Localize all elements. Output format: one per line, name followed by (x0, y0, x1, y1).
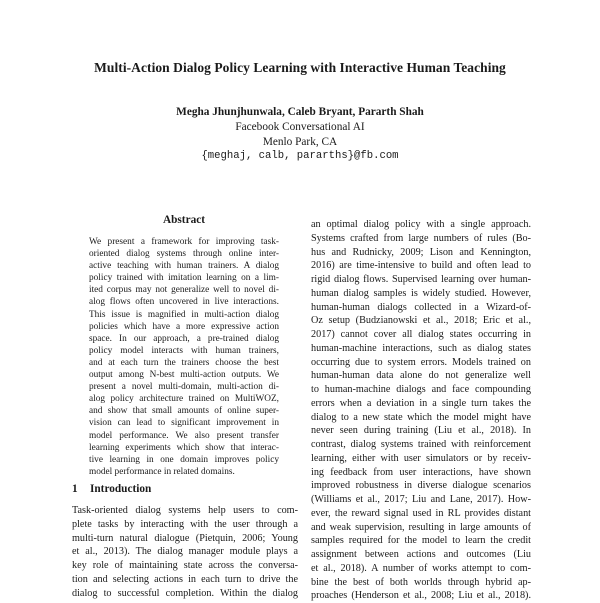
text-line: oriented dialog systems through online inter- (89, 249, 279, 260)
text-line: 2016) are time-intensive to build and often lead to (311, 260, 531, 272)
text-line: assignment between actions and outcomes (Liu (311, 549, 531, 560)
text-line: et al., 2018). A number of works attempt to com- (311, 562, 531, 574)
text-line: contrast, dialog systems trained with reinforcement (311, 439, 531, 450)
text-line: rigid dialog flows. Supervised learning over human- (311, 274, 531, 285)
text-line: policy trained with imitation learning on a lim- (89, 273, 279, 284)
text-line: policies which have a more expressive action (89, 321, 279, 332)
text-line: learning experiments which show that interac- (89, 442, 279, 453)
text-line: occurring due to system errors. Models trained on (311, 356, 531, 368)
text-line: human dialog samples is widely studied. However, (311, 287, 531, 299)
text-line: We present a framework for improving task- (89, 237, 279, 247)
text-line: tion and selecting actions in each turn to drive the (72, 573, 298, 585)
text-line: bine the best of both worlds through hybrid ap- (311, 576, 531, 588)
text-line: space. In our approach, a pre-trained dialog (89, 333, 279, 344)
location: Menlo Park, CA (262, 136, 338, 148)
text-line: active teaching with human trainers. A dialog (89, 261, 279, 272)
section-number: 1 (72, 483, 78, 495)
text-line: samples required for the model to learn the credit (311, 535, 531, 547)
text-line: alog policy architecture trained on MultiWOZ, (89, 394, 279, 405)
text-line: errors when a deviation in a single turn takes the (311, 397, 531, 409)
text-line: model performance in related domains. (89, 466, 235, 477)
section-heading-introduction (72, 483, 151, 495)
text-line: ing feedback from user interactions, have shown (311, 466, 531, 478)
text-line: policy model interacts with human trainers, (89, 345, 279, 356)
text-line: and show that small amounts of online super- (89, 406, 279, 417)
text-line: dialog to successful completion. Within the dialog (72, 587, 298, 599)
text-line: improved robustness in diverse dialogue scenarios (311, 480, 531, 492)
abstract-heading: Abstract (162, 214, 206, 226)
text-line: plete tasks by interacting with the user through a (72, 518, 298, 530)
text-line: hus and Rudnicky, 2009; Lison and Kennington, (311, 246, 531, 258)
text-line: key role of maintaining state across the conversa- (72, 560, 298, 572)
text-line: model performance. We also present transfer (89, 430, 279, 441)
text-line: vision can lead to significant improvement in (89, 418, 279, 429)
text-line: learning, either with user simulators or by receiv- (311, 452, 531, 464)
text-line: et al., 2013). The dialog manager module plays a (72, 546, 298, 558)
text-line: human-human data alone do not generalize well (311, 370, 531, 382)
text-line: present a novel multi-domain, multi-action di- (89, 382, 279, 393)
right-column-body (311, 218, 531, 603)
text-line: Systems crafted from large numbers of rules (Bo- (311, 232, 531, 244)
author-emails: {meghaj, calb, pararths}@fb.com (201, 150, 399, 162)
text-line: human-machine interactions, such as dialog states (311, 342, 531, 354)
author-list: Megha Jhunjhunwala, Caleb Bryant, Pararth Shah (176, 106, 424, 118)
text-line: This issue is magnified in multi-action dialog (89, 309, 279, 320)
text-line: alog flows often uncovered in live interactions. (89, 297, 279, 308)
text-line: dialog to a new state which the model might have (311, 411, 531, 423)
text-line: output among N-best multi-action outputs. We (89, 370, 279, 381)
text-line: ever, the reward signal used in RL provides distant (311, 507, 531, 519)
text-line: ited corpus may not generalize well to novel di- (89, 285, 279, 296)
paper-title: Multi-Action Dialog Policy Learning with Interactive Human Teaching (94, 60, 506, 75)
text-line: (Williams et al., 2017; Liu and Lane, 2017). How- (311, 494, 531, 505)
text-line: tive learning in one domain improves policy (89, 454, 279, 465)
section-title: Introduction (90, 483, 152, 495)
introduction-body (72, 504, 298, 601)
text-line: an optimal dialog policy with a single approach. (311, 219, 531, 230)
text-line: multi-turn natural dialogue (Pietquin, 2006; Young (72, 532, 298, 544)
text-line: Task-oriented dialog systems help users to com- (72, 505, 298, 516)
affiliation: Facebook Conversational AI (235, 121, 365, 133)
text-line: proaches (Henderson et al., 2008; Liu et al., 2018). (311, 590, 531, 602)
text-line: Oz setup (Budzianowski et al., 2018; Eric et al., (311, 315, 531, 327)
text-line: never seen during training (Liu et al., 2018). In (311, 425, 531, 437)
text-line: and at each turn the trainers choose the best (89, 357, 279, 368)
text-line: 2017) cannot cover all dialog states occurring in (311, 329, 531, 340)
text-line: to human-machine dialogs and face compounding (311, 384, 531, 395)
text-line: and weak supervision, resulting in large amounts of (311, 521, 531, 533)
abstract-body (89, 236, 279, 478)
text-line: human-human dialogs collected in a Wizard-of- (311, 301, 531, 313)
